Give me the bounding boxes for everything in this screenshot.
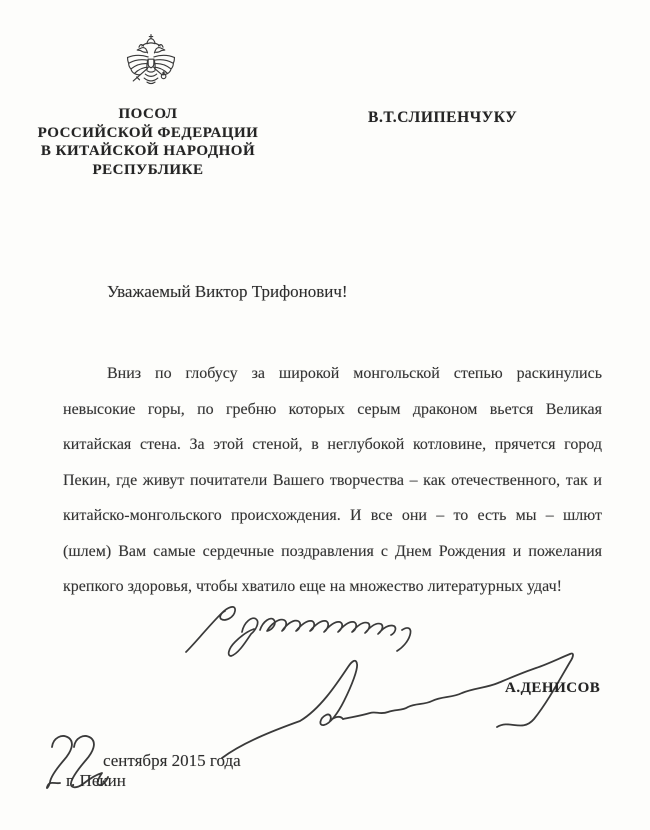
coat-of-arms-eagle-icon [122,34,180,97]
body-line: Пекин, где живут почитатели Вашего творчества – как отечественного, так и [63,471,602,489]
letter-body [63,356,602,605]
body-line: (шлем) Вам самые сердечные поздравления с Днем Рождения и пожелания [63,542,602,560]
salutation: Уважаемый Виктор Трифонович! [107,282,348,301]
letterhead [28,105,268,179]
body-line: китайско-монгольского происхождения. И все они – то есть мы – шлют [63,507,602,524]
date-printed: сентября 2015 года [103,751,241,770]
place-line: г. Пекин [66,771,126,790]
body-line: невысокие горы, по гребню которых серым драконом вьется Великая [63,400,602,418]
signature-autograph-icon [212,645,584,767]
letterhead-line-2: РОССИЙСКОЙ ФЕДЕРАЦИИ [37,124,259,141]
body-line: крепкого здоровья, чтобы хватило еще на множество литературных удач! [63,578,562,595]
letterhead-line-3: В КИТАЙСКОЙ НАРОДНОЙ [40,143,256,159]
signer-name: А.ДЕНИСОВ [505,680,601,696]
body-line: китайская стена. За этой стеной, в неглубокой котловине, прячется город [63,436,602,453]
letterhead-line-1: ПОСОЛ [118,106,178,122]
body-line: Вниз по глобусу за широкой монгольской степью раскинулись [107,365,602,382]
letterhead-line-4: РЕСПУБЛИКЕ [92,161,204,178]
addressee-name: В.Т.СЛИПЕНЧУКУ [368,109,518,126]
